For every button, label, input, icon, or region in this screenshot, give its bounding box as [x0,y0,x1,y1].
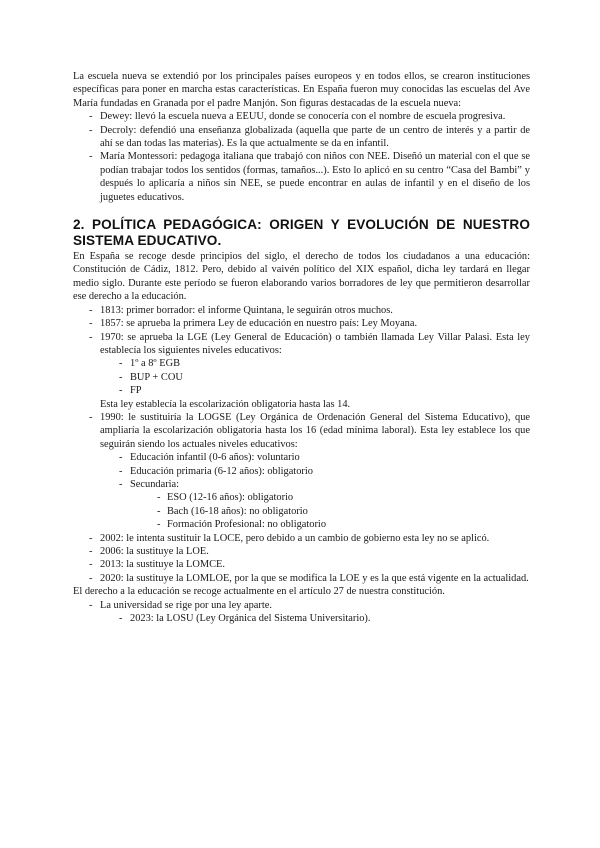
list-item [73,599,530,626]
section-heading: 2. POLÍTICA PEDAGÓGICA: ORIGEN Y EVOLUCIÓN DE NUESTRO SISTEMA EDUCATIVO. [73,217,530,249]
list-item: - María Montessori: pedagoga italiana que trabajó con niños con NEE. Diseñó un material con el que se podían trabajar todos los sentidos (formas, tamaños...). Esto lo aplicó en su centro “Casa del Bambi” y después lo aplicaría a niños sin NEE, se puede encontrar en aulas de infantil y en el diseño de los juguetes educativos. [73,150,530,204]
figures-list [73,110,530,204]
secundaria-label: - Secundaria: [130,478,180,490]
list-item: - 2013: la sustituye la LOMCE. [73,558,530,571]
list-item: - ESO (12-16 años): obligatorio [130,491,530,504]
list-item [73,411,530,532]
section-paragraph: En España se recoge desde principios del siglo, el derecho de todos los ciudadanos a una educación: Constitución de Cádiz, 1812. Pero, debido al vaivén político del XIX español, dicha ley tardará en llegar medio siglo. Durante este período se fueron elaborando varios borradores de ley que permitieron desarrollar ese derecho a la educación. [73,251,530,303]
list-item: - 2020: la sustituye la LOMLOE, por la que se modifica la LOE y es la que está vigente en la actualidad. [73,572,530,585]
list-item [73,331,530,411]
item-1970-text: - 1970: se aprueba la LGE (Ley General de Educación) o también llamada Ley Villar Palasi. Esta ley establecía los siguientes niveles educativos: [100,331,530,356]
list-item: - Dewey: llevó la escuela nueva a EEUU, donde se conocería con el nombre de escuela progresiva. [73,110,530,123]
list-item: - Formación Profesional: no obligatorio [130,518,530,531]
law-timeline-list [73,304,530,586]
university-list [73,599,530,626]
intro-paragraph: La escuela nueva se extendió por los principales países europeos y en todos ellos, se crearon instituciones específicas para poner en marcha estas características. En España fueron muy conocidas las escuelas del Ave María fundadas en Granada por el padre Manjón. Son figuras destacadas de la escuela nueva: [73,71,530,109]
note-1970: Esta ley establecía la escolarización obligatoria hasta las 14. [100,398,351,410]
university-sub-list [100,612,530,625]
item-1990-text: - 1990: le sustituiría la LOGSE (Ley Orgánica de Ordenación General del Sistema Educativo), que ampliaría la escolarización obligatoria hasta los 16 (edad mínima laboral). Esta ley establece los que seguirán siendo los actuales niveles educativos: [100,411,530,450]
list-item: - 1813: primer borrador: el informe Quintana, le seguirán otros muchos. [73,304,530,317]
secundaria-list [130,491,530,531]
document-page [73,70,530,625]
list-item: - Educación infantil (0-6 años): voluntario [100,451,530,464]
list-item [100,478,530,532]
list-item: - 2023: la LOSU (Ley Orgánica del Sistema Universitario). [100,612,530,625]
list-item: - 2002: le intenta sustituir la LOCE, pero debido a un cambio de gobierno esta ley no se aplicó. [73,532,530,545]
list-item: - 2006: la sustituye la LOE. [73,545,530,558]
levels-1970-list [100,357,530,397]
list-item: - Bach (16-18 años): no obligatorio [130,505,530,518]
list-item: - 1º a 8º EGB [100,357,530,370]
list-item: - Decroly: defendió una enseñanza globalizada (aquella que parte de un centro de interés y a partir de ahí se dan todas las materias). Es la que actualmente se da en infantil. [73,124,530,151]
university-text: - La universidad se rige por una ley aparte. [100,599,272,611]
levels-1990-list [100,451,530,531]
list-item: - BUP + COU [100,371,530,384]
list-item: - Educación primaria (6-12 años): obligatorio [100,465,530,478]
list-item: - FP [100,384,530,397]
list-item: - 1857: se aprueba la primera Ley de educación en nuestro país: Ley Moyana. [73,317,530,330]
constitution-paragraph: El derecho a la educación se recoge actualmente en el artículo 27 de nuestra constitución. [73,586,445,598]
